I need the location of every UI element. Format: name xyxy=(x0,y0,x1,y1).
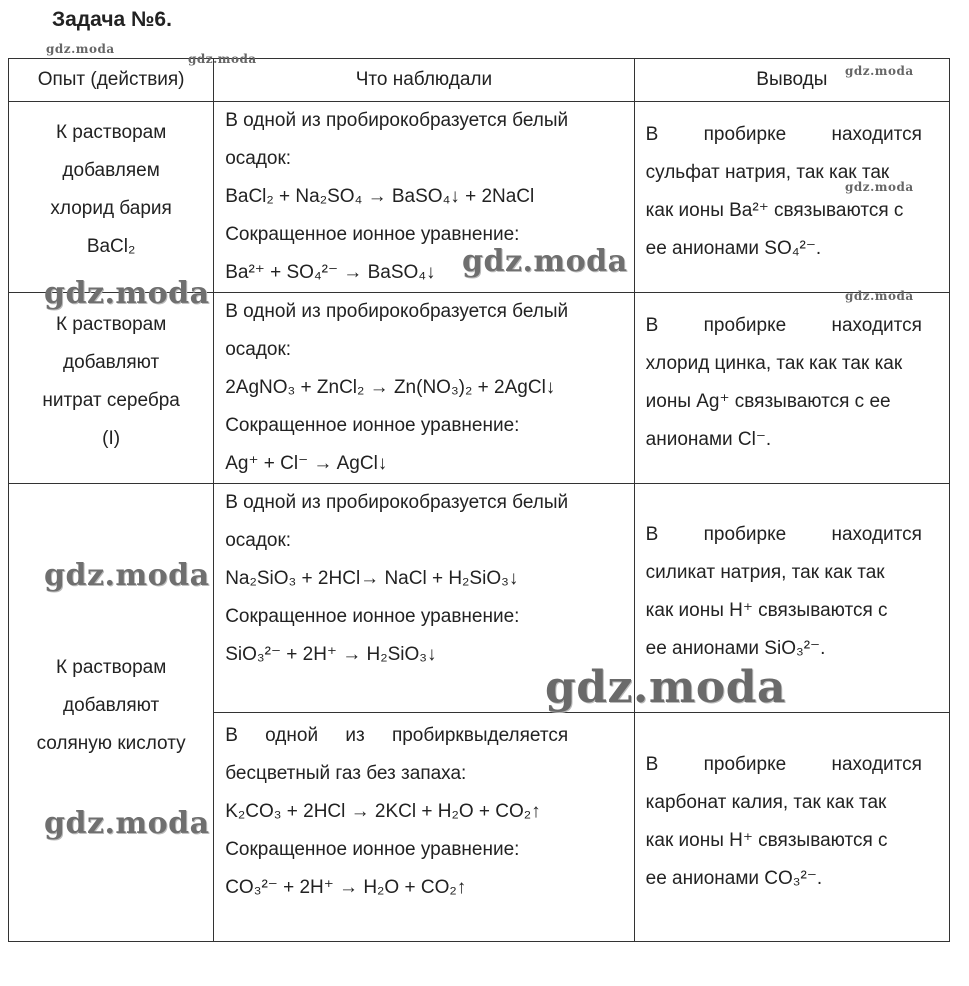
observed-line: Сокращенное ионное уравнение: xyxy=(225,606,520,627)
conclusion-line: В пробирке находится xyxy=(645,754,922,775)
observed-line: Сокращенное ионное уравнение: xyxy=(225,224,520,245)
observed-line: Ag⁺ + Cl⁻ → AgCl↓ xyxy=(225,453,388,474)
conclusion-line: силикат натрия, так как так xyxy=(645,562,885,583)
observed-line: BaCl₂ + Na₂SO₄ → BaSO₄↓ + 2NaCl xyxy=(225,186,535,207)
observed-line: В одной из пробирокобразуется белый xyxy=(225,301,569,322)
action-line: К растворам xyxy=(55,122,167,143)
action-line: добавляют xyxy=(62,695,160,716)
observed-line: Na₂SiO₃ + 2HCl→ NaCl + H₂SiO₃↓ xyxy=(225,568,519,589)
action-line: добавляем xyxy=(62,160,160,181)
observed-cell xyxy=(214,293,634,484)
conclusion-line: В пробирке находится xyxy=(645,124,922,145)
observed-line: бесцветный газ без запаха: xyxy=(225,763,467,784)
conclusion-cell xyxy=(634,713,949,942)
action-line: добавляют xyxy=(62,352,160,373)
watermark: gdz.moda xyxy=(845,180,914,194)
conclusion-line: ее анионами SiO₃²⁻. xyxy=(645,638,826,659)
observed-line: K₂CO₃ + 2HCl → 2KCl + H₂O + CO₂↑ xyxy=(225,801,541,822)
action-line: хлорид бария xyxy=(50,198,172,219)
header-observed: Что наблюдали xyxy=(214,59,634,102)
conclusion-cell xyxy=(634,293,949,484)
observed-line: В одной из пробирокобразуется белый xyxy=(225,492,569,513)
table-row xyxy=(9,293,950,484)
conclusion-line: как ионы H⁺ связываются с xyxy=(645,600,888,621)
watermark: gdz.moda xyxy=(44,276,210,311)
action-cell xyxy=(9,102,214,293)
conclusion-line: анионами Cl⁻. xyxy=(645,429,772,450)
observed-line: В одной из пробирокобразуется белый xyxy=(225,110,569,131)
watermark: gdz.moda xyxy=(46,42,115,56)
conclusion-line: как ионы Ba²⁺ связываются с xyxy=(645,200,904,221)
watermark: gdz.moda xyxy=(188,52,257,66)
table-header-row xyxy=(9,59,950,102)
conclusion-line: хлорид цинка, так как так как xyxy=(645,353,903,374)
watermark: gdz.moda xyxy=(44,558,210,593)
observed-cell xyxy=(214,713,634,942)
observed-line: Сокращенное ионное уравнение: xyxy=(225,415,520,436)
action-line: К растворам xyxy=(55,657,167,678)
observed-line: 2AgNO₃ + ZnCl₂ → Zn(NO₃)₂ + 2AgCl↓ xyxy=(225,377,556,398)
watermark: gdz.moda xyxy=(462,244,628,279)
action-line: BaCl₂ xyxy=(86,236,136,257)
action-line: К растворам xyxy=(55,314,167,335)
watermark: gdz.moda xyxy=(545,662,787,713)
task-title: Задача №6. xyxy=(52,8,172,31)
watermark: gdz.moda xyxy=(845,64,914,78)
conclusion-line: ионы Ag⁺ связываются с ее xyxy=(645,391,891,412)
conclusion-line: как ионы H⁺ связываются с xyxy=(645,830,888,851)
table-row xyxy=(9,484,950,713)
conclusion-line: В пробирке находится xyxy=(645,524,922,545)
observed-line: В одной из пробирквыделяется xyxy=(225,725,569,746)
conclusion-line: карбонат калия, так как так xyxy=(645,792,887,813)
action-cell xyxy=(9,484,214,942)
conclusion-line: сульфат натрия, так как так xyxy=(645,162,890,183)
observed-line: CO₃²⁻ + 2H⁺ → H₂O + CO₂↑ xyxy=(225,877,467,898)
action-cell xyxy=(9,293,214,484)
observed-line: Сокращенное ионное уравнение: xyxy=(225,839,520,860)
conclusion-cell xyxy=(634,102,949,293)
observed-line: осадок: xyxy=(225,148,292,169)
action-line: (I) xyxy=(102,428,121,449)
header-action: Опыт (действия) xyxy=(9,59,214,102)
observed-line: осадок: xyxy=(225,339,292,360)
watermark: gdz.moda xyxy=(44,806,210,841)
observed-line: Ba²⁺ + SO₄²⁻ → BaSO₄↓ xyxy=(225,262,436,283)
observed-line: осадок: xyxy=(225,530,292,551)
conclusion-line: ее анионами CO₃²⁻. xyxy=(645,868,823,889)
header-conclusion: Выводы xyxy=(634,59,949,102)
conclusion-line: ее анионами SO₄²⁻. xyxy=(645,238,822,259)
watermark: gdz.moda xyxy=(845,289,914,303)
action-line: соляную кислоту xyxy=(36,733,186,754)
action-line: нитрат серебра xyxy=(42,390,180,411)
conclusion-line: В пробирке находится xyxy=(645,315,922,336)
observed-line: SiO₃²⁻ + 2H⁺ → H₂SiO₃↓ xyxy=(225,644,437,665)
